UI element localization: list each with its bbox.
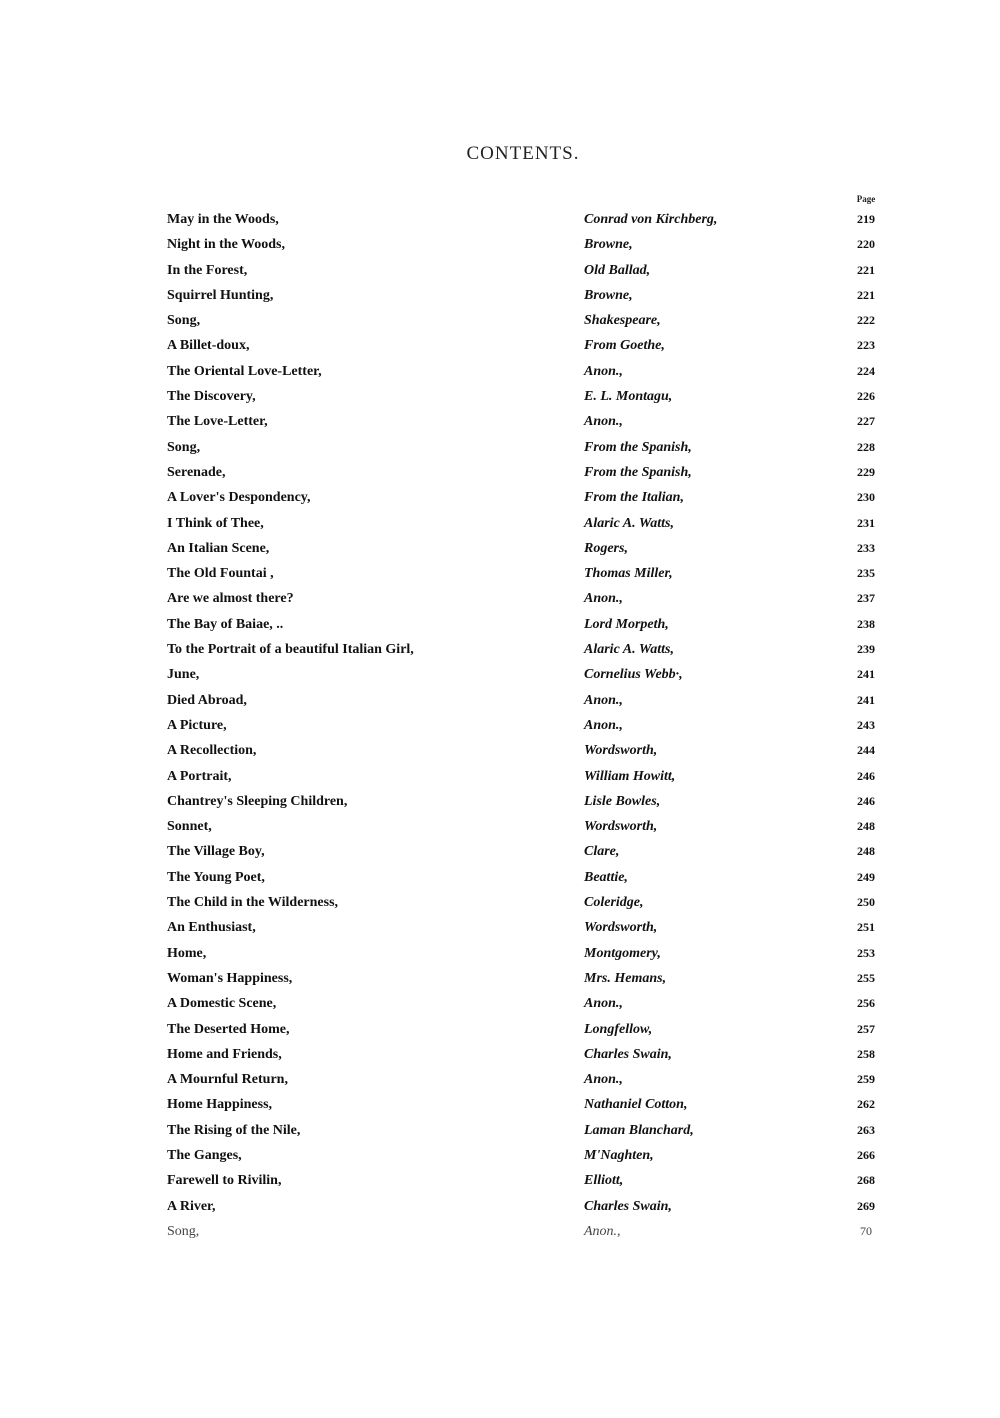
- entry-author: Rogers,: [584, 540, 628, 556]
- entry-author: Wordsworth,: [584, 743, 658, 759]
- entry-author: Anon.,: [584, 591, 623, 607]
- entry-author: William Howitt,: [584, 768, 676, 784]
- entry-page-number: 220: [857, 237, 875, 252]
- entry-page-number: 268: [857, 1173, 875, 1188]
- entry-title: Home,: [167, 945, 207, 961]
- entry-page-number: 237: [857, 591, 875, 606]
- entry-author: Elliott,: [584, 1173, 624, 1189]
- toc-entry: [0, 814, 1000, 839]
- toc-entry: [0, 460, 1000, 485]
- entry-page-number: 222: [857, 313, 875, 328]
- entry-author: Anon.,: [584, 692, 623, 708]
- entry-page-number: 243: [857, 717, 875, 732]
- entry-author: Thomas Miller,: [584, 566, 673, 582]
- entry-title: A Mournful Return,: [167, 1072, 288, 1088]
- entry-page-number: 226: [857, 389, 875, 404]
- toc-entry: [0, 435, 1000, 460]
- toc-entry: [0, 688, 1000, 713]
- entry-title: A Domestic Scene,: [167, 996, 277, 1012]
- entry-author: Anon.,: [584, 1072, 623, 1088]
- toc-entry: [0, 207, 1000, 232]
- toc-entry: [0, 409, 1000, 434]
- entry-author: Shakespeare,: [584, 313, 661, 329]
- entry-author: From the Spanish,: [584, 439, 692, 455]
- entry-page-number: 246: [857, 793, 875, 808]
- toc-entry: [0, 915, 1000, 940]
- entry-title: The Old Fountai ,: [167, 566, 274, 582]
- entry-page-number: 227: [857, 414, 875, 429]
- entry-page-number: 233: [857, 540, 875, 555]
- entry-page-number: 221: [857, 262, 875, 277]
- entry-title: An Italian Scene,: [167, 540, 270, 556]
- entry-title: Chantrey's Sleeping Children,: [167, 793, 348, 809]
- entry-page-number: 258: [857, 1046, 875, 1061]
- entry-title: The Deserted Home,: [167, 1021, 290, 1037]
- entry-title: Song,: [167, 439, 201, 455]
- entry-title: The Bay of Baiae, ..: [167, 616, 284, 632]
- toc-entry: [0, 612, 1000, 637]
- entry-author: Clare,: [584, 844, 620, 860]
- entry-author: Anon.,: [584, 363, 623, 379]
- entry-author: Browne,: [584, 287, 633, 303]
- toc-entry: [0, 1219, 1000, 1244]
- toc-entry: [0, 1092, 1000, 1117]
- entry-author: From the Italian,: [584, 490, 684, 506]
- entry-title: Song,: [167, 313, 201, 329]
- entry-title: An Enthusiast,: [167, 920, 256, 936]
- entry-page-number: 251: [857, 920, 875, 935]
- entry-page-number: 266: [857, 1147, 875, 1162]
- entry-title: June,: [167, 667, 200, 683]
- page-title: CONTENTS.: [466, 143, 580, 164]
- entry-title: The Child in the Wilderness,: [167, 895, 339, 911]
- entry-author: Laman Blanchard,: [584, 1122, 694, 1138]
- toc-entry: [0, 637, 1000, 662]
- entry-title: Sonnet,: [167, 819, 212, 835]
- entry-title: The Young Poet,: [167, 869, 265, 885]
- entry-title: Home and Friends,: [167, 1046, 282, 1062]
- entry-title: The Ganges,: [167, 1147, 242, 1163]
- entry-page-number: 257: [857, 1021, 875, 1036]
- entry-title: The Rising of the Nile,: [167, 1122, 301, 1138]
- toc-entry: [0, 1194, 1000, 1219]
- entry-author: Anon.,: [584, 717, 623, 733]
- toc-entry: [0, 713, 1000, 738]
- toc-entry: [0, 662, 1000, 687]
- entry-title: To the Portrait of a beautiful Italian Girl,: [167, 642, 414, 658]
- entry-author: Anon.,: [584, 414, 623, 430]
- entry-page-number: 219: [857, 212, 875, 226]
- toc-entry: [0, 561, 1000, 586]
- entry-author: Alaric A. Watts,: [584, 515, 674, 531]
- entry-title: A Billet-doux,: [167, 338, 250, 354]
- entry-title: A Picture,: [167, 717, 227, 733]
- entry-title: Night in the Woods,: [167, 237, 285, 253]
- entry-page-number: 221: [857, 287, 875, 302]
- toc-entry: [0, 283, 1000, 308]
- entry-title: Woman's Happiness,: [167, 970, 293, 986]
- toc-entry: [0, 1017, 1000, 1042]
- entry-author: Beattie,: [584, 869, 628, 885]
- toc-entry: [0, 764, 1000, 789]
- entry-page-number: 255: [857, 970, 875, 985]
- entry-page-number: 244: [857, 743, 875, 758]
- toc-entry: [0, 359, 1000, 384]
- entry-title: A River,: [167, 1198, 216, 1214]
- entry-author: Lisle Bowles,: [584, 793, 661, 809]
- entry-author: Charles Swain,: [584, 1198, 672, 1214]
- entry-title: The Discovery,: [167, 389, 256, 405]
- toc-entry: [0, 839, 1000, 864]
- toc-entry: [0, 586, 1000, 611]
- entry-title: Song,: [167, 1223, 200, 1239]
- entry-title: The Village Boy,: [167, 844, 265, 860]
- entry-title: A Portrait,: [167, 768, 232, 784]
- entry-page-number: 224: [857, 363, 875, 378]
- toc-entry: [0, 384, 1000, 409]
- entry-page-number: 250: [857, 895, 875, 910]
- entry-page-number: 241: [857, 667, 875, 682]
- entry-page-number: 231: [857, 515, 875, 530]
- toc-entry: [0, 738, 1000, 763]
- entry-page-number: 248: [857, 819, 875, 834]
- entry-author: Alaric A. Watts,: [584, 642, 674, 658]
- entry-page-number: 223: [857, 338, 875, 353]
- toc-entry: [0, 966, 1000, 991]
- entry-title: I Think of Thee,: [167, 515, 264, 531]
- toc-entry: [0, 536, 1000, 561]
- entry-title: Farewell to Rivilin,: [167, 1173, 282, 1189]
- toc-entry: [0, 789, 1000, 814]
- entry-title: Serenade,: [167, 464, 226, 480]
- entry-page-number: 70: [860, 1223, 872, 1238]
- entry-page-number: 235: [857, 566, 875, 581]
- toc-entry: [0, 308, 1000, 333]
- entry-page-number: 259: [857, 1072, 875, 1087]
- entry-author: Conrad von Kirchberg,: [584, 212, 718, 227]
- toc-entry: [0, 1042, 1000, 1067]
- entry-page-number: 241: [857, 692, 875, 707]
- entry-title: A Recollection,: [167, 743, 257, 759]
- entry-title: Are we almost there?: [167, 591, 294, 607]
- entry-author: Anon.,: [584, 996, 623, 1012]
- entry-title: Died Abroad,: [167, 692, 247, 708]
- toc-entry: [0, 511, 1000, 536]
- entry-page-number: 239: [857, 642, 875, 657]
- entry-page-number: 230: [857, 490, 875, 505]
- entry-author: Anon.,: [584, 1223, 621, 1239]
- entry-page-number: 263: [857, 1122, 875, 1137]
- page-column-label: Page: [856, 194, 876, 204]
- entry-author: Nathaniel Cotton,: [584, 1097, 688, 1113]
- entry-author: Cornelius Webb·,: [584, 667, 683, 683]
- entry-page-number: 269: [857, 1198, 875, 1213]
- entry-author: Coleridge,: [584, 895, 644, 911]
- entry-author: From Goethe,: [584, 338, 665, 354]
- entry-page-number: 256: [857, 996, 875, 1011]
- entry-title: The Love-Letter,: [167, 414, 268, 430]
- entry-page-number: 246: [857, 768, 875, 783]
- toc-entry: [0, 1168, 1000, 1193]
- entry-author: Montgomery,: [584, 945, 661, 961]
- toc-entry: [0, 333, 1000, 358]
- toc-entry: [0, 890, 1000, 915]
- entry-author: M'Naghten,: [584, 1147, 654, 1163]
- entry-page-number: 249: [857, 869, 875, 884]
- entry-author: Charles Swain,: [584, 1046, 672, 1062]
- entry-title: The Oriental Love-Letter,: [167, 363, 322, 379]
- toc-entry: [0, 485, 1000, 510]
- entry-author: Browne,: [584, 237, 633, 253]
- entry-author: Wordsworth,: [584, 819, 658, 835]
- entry-page-number: 262: [857, 1097, 875, 1112]
- entry-title: Squirrel Hunting,: [167, 287, 274, 303]
- toc-entry: [0, 941, 1000, 966]
- toc-entry: [0, 865, 1000, 890]
- toc-entry: [0, 1067, 1000, 1092]
- entry-author: Longfellow,: [584, 1021, 653, 1037]
- entry-page-number: 238: [857, 616, 875, 631]
- entry-title: May in the Woods,: [167, 212, 279, 227]
- toc-entry: [0, 258, 1000, 283]
- table-of-contents: [0, 207, 1000, 1244]
- toc-entry: [0, 1118, 1000, 1143]
- toc-entry: [0, 1143, 1000, 1168]
- entry-author: Wordsworth,: [584, 920, 658, 936]
- entry-author: Old Ballad,: [584, 262, 651, 278]
- entry-page-number: 228: [857, 439, 875, 454]
- entry-page-number: 253: [857, 945, 875, 960]
- entry-page-number: 229: [857, 464, 875, 479]
- entry-page-number: 248: [857, 844, 875, 859]
- entry-author: Lord Morpeth,: [584, 616, 669, 632]
- entry-title: A Lover's Despondency,: [167, 490, 311, 506]
- toc-entry: [0, 991, 1000, 1016]
- toc-entry: [0, 232, 1000, 257]
- entry-author: E. L. Montagu,: [584, 389, 673, 405]
- entry-title: In the Forest,: [167, 262, 248, 278]
- entry-author: From the Spanish,: [584, 464, 692, 480]
- entry-author: Mrs. Hemans,: [584, 970, 667, 986]
- entry-title: Home Happiness,: [167, 1097, 273, 1113]
